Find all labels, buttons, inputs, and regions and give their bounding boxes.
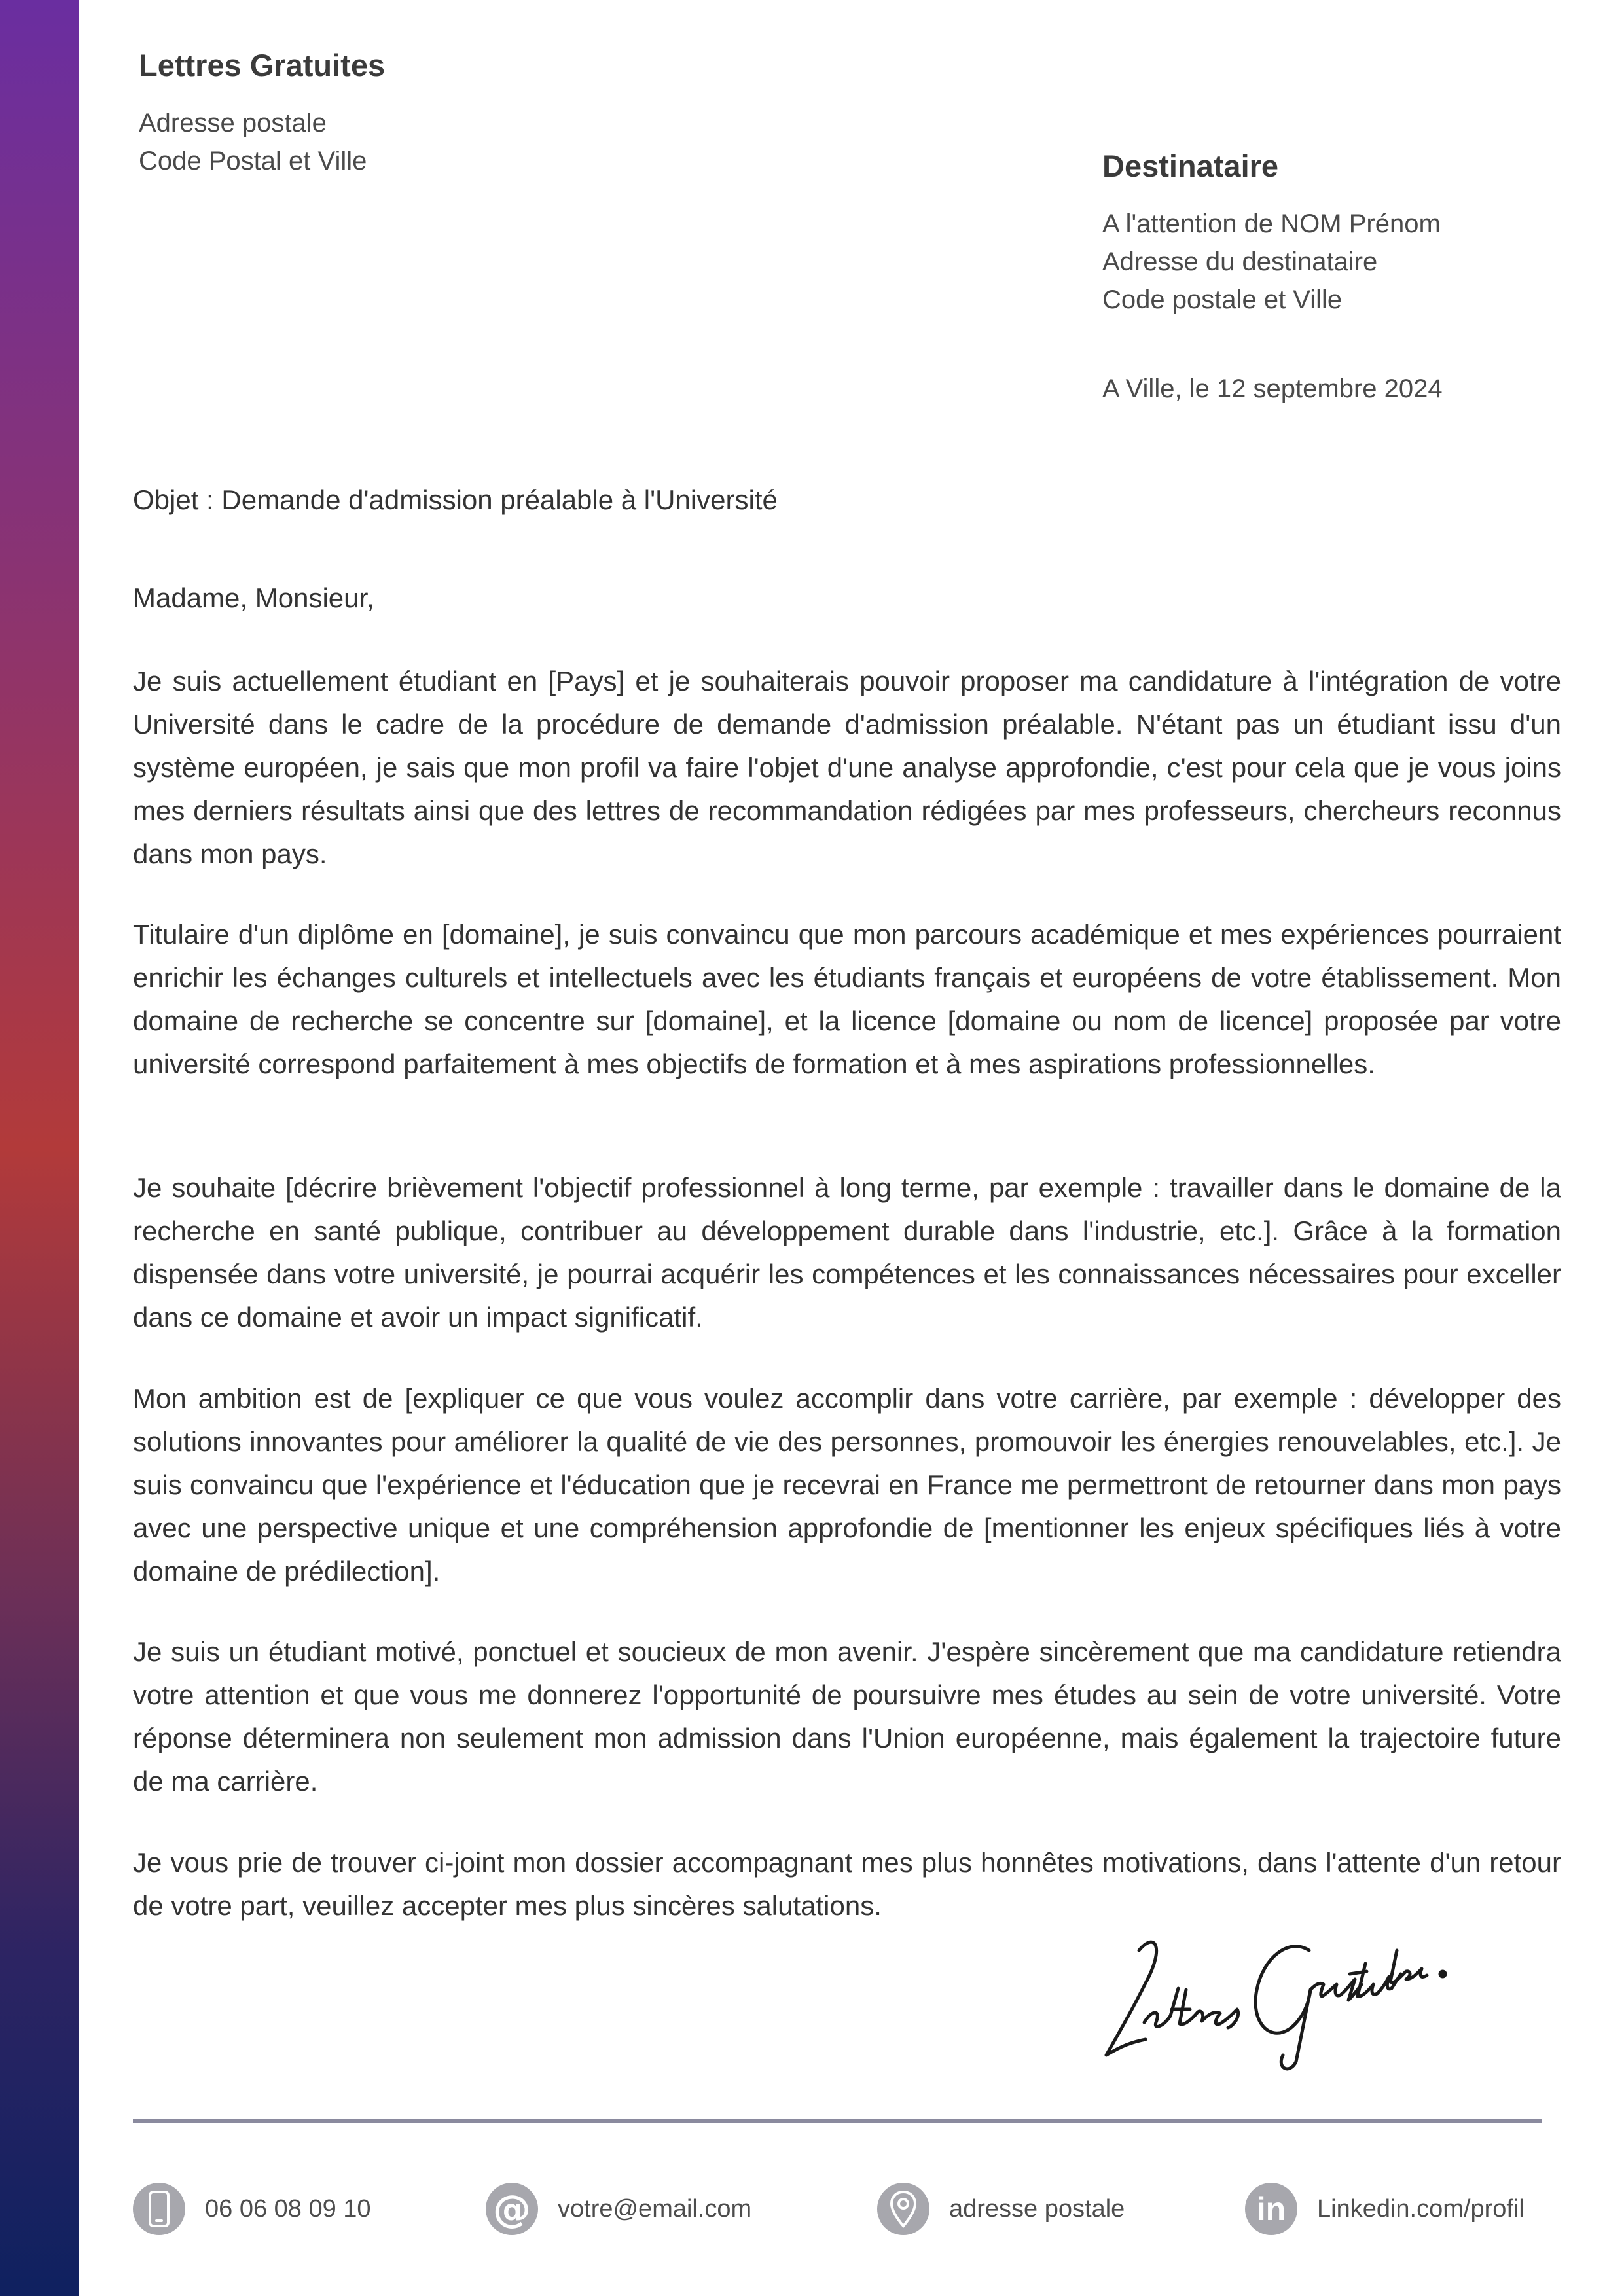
letter-salutation: Madame, Monsieur, xyxy=(133,583,374,613)
footer-divider xyxy=(133,2119,1542,2123)
paragraph-3: Je souhaite [décrire brièvement l'objectif professionnel à long terme, par exemple : travailler dans le domaine de la recherche en santé publique, contribuer au développement durable dans l'industrie, etc.]. Grâce à la formation dispensée dans votre université, je pourrai acquérir les compétences et les connaissances nécessaires pour exceller dans ce domaine et avoir un impact significatif. xyxy=(133,1172,1561,1333)
letter-subject: Objet : Demande d'admission préalable à l'Université xyxy=(133,484,778,515)
location-pin-icon xyxy=(877,2183,929,2235)
paragraph-2: Titulaire d'un diplôme en [domaine], je suis convaincu que mon parcours académique et mes expériences pourraient enrichir les échanges culturels et intellectuels avec les étudiants français et européens de votre établissement. Mon domaine de recherche se concentre sur [domaine], et la licence [domaine ou nom de licence] proposée par votre université correspond parfaitement à mes objectifs de formation et à mes aspirations professionnelles. xyxy=(133,919,1561,1079)
sender-city: Code Postal et Ville xyxy=(139,147,367,175)
paragraph-4: Mon ambition est de [expliquer ce que vous voulez accomplir dans votre carrière, par exemple : développer des solutions innovantes pour améliorer la qualité de vie des personnes, promouvoir les énergies renouvelables, etc.]. Je suis convaincu que l'expérience et l'éducation que je recevrai en France me permettront de retourner dans mon pays avec une perspective unique et une compréhension approfondie de [mentionner les enjeux spécifiques liés à votre domaine de prédilection]. xyxy=(133,1383,1561,1587)
contact-address xyxy=(877,2183,1125,2235)
linkedin-icon: in xyxy=(1245,2183,1297,2235)
phone-icon xyxy=(133,2183,185,2235)
paragraph-1: Je suis actuellement étudiant en [Pays] et je souhaiterais pouvoir proposer ma candidature à l'intégration de votre Université dans le cadre de la procédure de demande d'admission préalable. N'étant pas un étudiant issu d'un système européen, je sais que mon profil va faire l'objet d'une analyse approfondie, c'est pour cela que je vous joins mes derniers résultats ainsi que des lettres de recommandation rédigées par mes professeurs, chercheurs reconnus dans mon pays. xyxy=(133,666,1561,869)
at-icon: @ xyxy=(486,2183,538,2235)
recipient-attention: A l'attention de NOM Prénom xyxy=(1102,209,1441,238)
recipient-title: Destinataire xyxy=(1102,149,1279,183)
paragraph-5: Je suis un étudiant motivé, ponctuel et soucieux de mon avenir. J'espère sincèrement que ma candidature retiendra votre attention et que vous me donnerez l'opportunité de poursuivre mes études au sein de votre université. Votre réponse déterminera non seulement mon admission dans l'Union européenne, mais également la trajectoire future de ma carrière. xyxy=(133,1636,1561,1797)
recipient-city: Code postale et Ville xyxy=(1102,285,1343,314)
contact-linkedin-text[interactable]: Linkedin.com/profil xyxy=(1317,2195,1525,2223)
paragraph-6: Je vous prie de trouver ci-joint mon dossier accompagnant mes plus honnêtes motivations, dans l'attente d'un retour de votre part, veuillez accepter mes plus sincères salutations. xyxy=(133,1847,1561,1921)
letter-date: A Ville, le 12 septembre 2024 xyxy=(1102,374,1443,403)
sender-address: Adresse postale xyxy=(139,109,327,137)
contact-phone xyxy=(133,2183,371,2235)
contact-email[interactable] xyxy=(486,2183,751,2235)
gradient-sidebar xyxy=(0,0,79,2296)
handwritten-signature xyxy=(1093,1911,1486,2075)
sender-name: Lettres Gratuites xyxy=(139,48,386,82)
recipient-address: Adresse du destinataire xyxy=(1102,247,1378,276)
contact-phone-text: 06 06 08 09 10 xyxy=(205,2195,371,2223)
contact-address-text: adresse postale xyxy=(949,2195,1125,2223)
contact-linkedin[interactable] xyxy=(1245,2183,1525,2235)
contact-email-text[interactable]: votre@email.com xyxy=(558,2195,752,2223)
